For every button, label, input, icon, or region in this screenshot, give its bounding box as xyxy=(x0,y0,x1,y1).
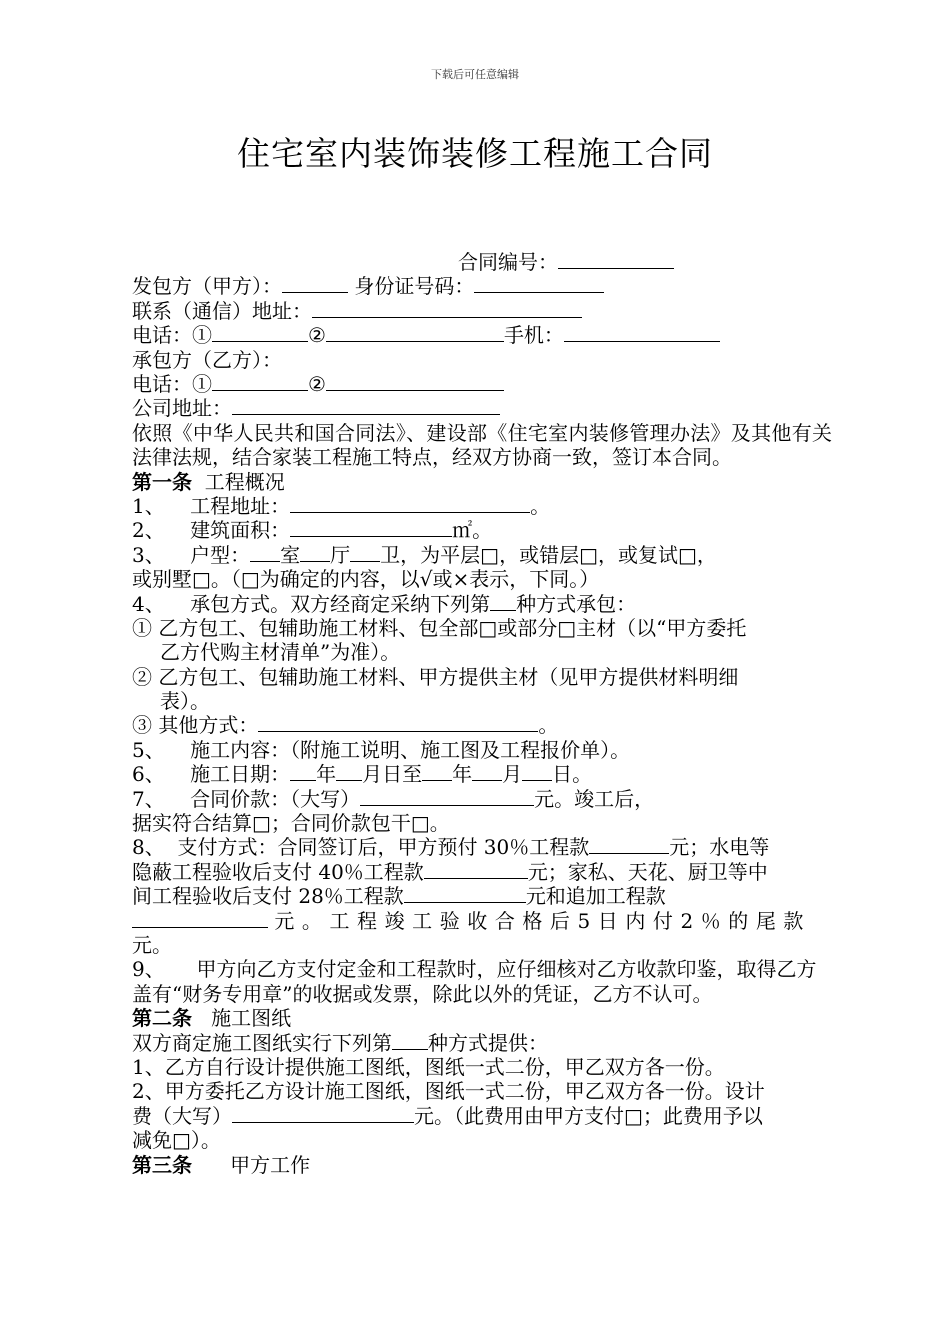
item-8-line-5: 元。 xyxy=(132,932,172,957)
article-2-number: 第二条 xyxy=(132,1006,192,1031)
item-4-end: 种方式承包： xyxy=(516,591,637,616)
item-7-continuation: 据实符合结算□；合同价款包干□。 xyxy=(132,811,450,836)
item-8-text-a: 支付方式：合同签订后，甲方预付 30％工程款 xyxy=(177,835,590,860)
item-4-line xyxy=(132,592,832,616)
option-2-line: ② 乙方包工、包辅助施工材料、甲方提供主材（见甲方提供材料明细 xyxy=(132,664,739,689)
item-8-text-f: 元和追加工程款 xyxy=(525,884,666,909)
contract-body xyxy=(132,250,832,1177)
item-8-line-2 xyxy=(132,860,832,884)
document-title: 住宅室内装饰装修工程施工合同 xyxy=(237,134,713,173)
article-1-title: 工程概况 xyxy=(204,469,285,494)
item-9-text: 甲方向乙方支付定金和工程款时，应仔细核对乙方收款印鉴，取得乙方盖有“财务专用章”的收据或发票，除此以外的凭证，乙方不认可。 xyxy=(132,957,817,1006)
phone-a-label-1: 电话：① xyxy=(132,323,212,348)
item-8-text-g: 元 。 工 程 竣 工 验 收 合 格 后 5 日 内 付 2 ％ 的 尾 款 xyxy=(274,908,804,933)
company-address-blank xyxy=(232,396,500,415)
item-3-continuation: 或别墅□。（□为确定的内容，以√或×表示，下同。） xyxy=(132,567,600,592)
item-3-label: 户型： xyxy=(190,542,251,567)
article-3-heading xyxy=(132,1153,832,1177)
item-8-number: 8、 xyxy=(132,835,165,860)
phone-b-label-2: ② xyxy=(308,371,326,396)
item-1-line xyxy=(132,494,832,518)
item-7-end: 元。竣工后， xyxy=(534,786,655,811)
contract-number-line xyxy=(132,250,832,274)
end-month-blank xyxy=(472,762,502,781)
item-1-text: 工程地址： xyxy=(190,493,291,518)
item-2-end: ㎡。 xyxy=(452,518,493,543)
article-2-line-1 xyxy=(132,1031,832,1055)
phone-b-label-1: 电话：① xyxy=(132,371,212,396)
item-6-end-day: 日。 xyxy=(552,762,593,787)
option-1-continuation: 乙方代购主材清单”为准）。 xyxy=(160,640,401,665)
item-1-end: 。 xyxy=(530,493,551,518)
item-5-number: 5、 xyxy=(132,737,165,762)
item-4-number: 4、 xyxy=(132,591,165,616)
end-year-blank xyxy=(422,762,452,781)
contract-mode-blank xyxy=(490,592,516,611)
party-b-line xyxy=(132,348,832,372)
option-3-text: ③ 其他方式： xyxy=(132,713,259,738)
option-1-line: ① 乙方包工、包辅助施工材料、包全部□或部分□主材（以“甲方委托 xyxy=(132,615,747,640)
item-3-rest: 卫，为平层□，或错层□，或复试□， xyxy=(380,542,717,567)
phone-a-blank-1 xyxy=(212,323,308,342)
hidden-works-blank xyxy=(424,860,528,879)
end-day-blank xyxy=(522,762,552,781)
item-8-text-c: 隐蔽工程验收后支付 40％工程款 xyxy=(132,859,424,884)
party-a-line xyxy=(132,274,832,298)
company-address-label: 公司地址： xyxy=(132,396,232,421)
option-2-continuation: 表）。 xyxy=(160,689,210,714)
id-number-label: 身份证号码： xyxy=(354,274,475,299)
item-8-line xyxy=(132,835,832,859)
item-7-text: 合同价款：（大写） xyxy=(190,786,361,811)
item-5-line xyxy=(132,738,832,762)
item-7-line xyxy=(132,787,832,811)
mobile-blank xyxy=(564,323,720,342)
item-3-room: 室 xyxy=(280,542,301,567)
phone-a-line xyxy=(132,323,832,347)
contract-number-blank xyxy=(558,250,674,269)
item-6-number: 6、 xyxy=(132,762,165,787)
mobile-label: 手机： xyxy=(503,323,564,348)
rooms-blank xyxy=(250,543,280,562)
party-a-blank xyxy=(282,274,348,293)
item-8-text-e: 间工程验收后支付 28％工程款 xyxy=(132,884,404,909)
article-1-heading xyxy=(132,470,832,494)
item-2-number: 2、 xyxy=(132,518,165,543)
address-label: 联系（通信）地址： xyxy=(132,298,312,323)
article-3-number: 第三条 xyxy=(132,1152,192,1177)
article-2-option-2-cont xyxy=(132,1104,832,1128)
item-8-line-3 xyxy=(132,884,832,908)
party-b-label: 承包方（乙方）： xyxy=(132,347,282,372)
start-month-blank xyxy=(336,762,362,781)
contract-price-blank xyxy=(360,787,534,806)
item-8-text-d: 元；家私、天花、厨卫等中 xyxy=(527,859,768,884)
article-2-fee-label: 费（大写） xyxy=(132,1103,232,1128)
item-3-number: 3、 xyxy=(132,542,165,567)
halls-blank xyxy=(300,543,330,562)
party-a-label: 发包方（甲方）： xyxy=(132,274,282,299)
item-8-line-4 xyxy=(132,909,832,933)
item-3-hall: 厅 xyxy=(330,542,351,567)
design-fee-blank xyxy=(232,1104,414,1123)
phone-a-blank-2 xyxy=(326,323,504,342)
header-note: 下载后可任意编辑 xyxy=(431,68,519,81)
article-2-option-1: 1、乙方自行设计提供施工图纸，图纸一式二份，甲乙双方各一份。 xyxy=(132,1054,725,1079)
item-6-end-month: 月 xyxy=(502,762,523,787)
contract-number-label: 合同编号： xyxy=(458,250,558,274)
article-2-title: 施工图纸 xyxy=(211,1006,292,1031)
mid-works-blank xyxy=(404,884,526,903)
item-7-number: 7、 xyxy=(132,786,165,811)
address-blank xyxy=(312,299,582,318)
item-6-year: 年 xyxy=(316,762,337,787)
item-2-line xyxy=(132,518,832,542)
article-2-option-2-end: 减免□）。 xyxy=(132,1128,221,1153)
item-3-line xyxy=(132,543,832,567)
additional-works-blank xyxy=(132,909,268,928)
item-6-end-year: 年 xyxy=(452,762,473,787)
option-3-end: 。 xyxy=(538,713,559,738)
article-2-fee-rest: 元。（此费用由甲方支付□；此费用予以 xyxy=(414,1103,763,1128)
item-2-text: 建筑面积： xyxy=(190,518,291,543)
id-number-blank xyxy=(474,274,604,293)
article-2-text-a-end: 种方式提供： xyxy=(428,1030,548,1055)
company-address-line xyxy=(132,396,832,420)
article-2-heading xyxy=(132,1006,832,1030)
item-5-text: 施工内容：（附施工说明、施工图及工程报价单）。 xyxy=(190,737,631,762)
prepay-blank xyxy=(589,835,669,854)
baths-blank xyxy=(350,543,380,562)
address-line xyxy=(132,299,832,323)
other-mode-blank xyxy=(258,713,538,732)
item-8-text-b: 元；水电等 xyxy=(669,835,770,860)
item-4-text: 承包方式。双方经商定采纳下列第 xyxy=(190,591,491,616)
item-9-number: 9、 xyxy=(132,957,165,982)
item-6-month: 月 xyxy=(362,762,383,787)
article-3-title: 甲方工作 xyxy=(230,1152,311,1177)
item-6-day-to: 日至 xyxy=(382,762,423,787)
intro-paragraph: 依照《中华人民共和国合同法》、建设部《住宅室内装修管理办法》及其他有关法律法规，结合家装工程施工特点，经双方协商一致，签订本合同。 xyxy=(132,420,832,470)
article-2-text-a: 双方商定施工图纸实行下列第 xyxy=(132,1030,392,1055)
item-9-line xyxy=(132,957,832,1006)
drawing-mode-blank xyxy=(392,1031,428,1050)
article-2-option-2: 2、甲方委托乙方设计施工图纸，图纸一式二份，甲乙双方各一份。设计 xyxy=(132,1079,765,1104)
phone-b-line xyxy=(132,372,832,396)
phone-a-label-2: ② xyxy=(308,323,326,348)
item-6-label: 施工日期： xyxy=(190,762,291,787)
building-area-blank xyxy=(290,518,452,537)
option-3-line xyxy=(132,713,832,737)
article-1-number: 第一条 xyxy=(132,469,192,494)
phone-b-blank-2 xyxy=(326,372,504,391)
item-6-line xyxy=(132,762,832,786)
project-address-blank xyxy=(290,494,530,513)
phone-b-blank-1 xyxy=(212,372,308,391)
item-1-number: 1、 xyxy=(132,493,165,518)
start-year-blank xyxy=(290,762,316,781)
